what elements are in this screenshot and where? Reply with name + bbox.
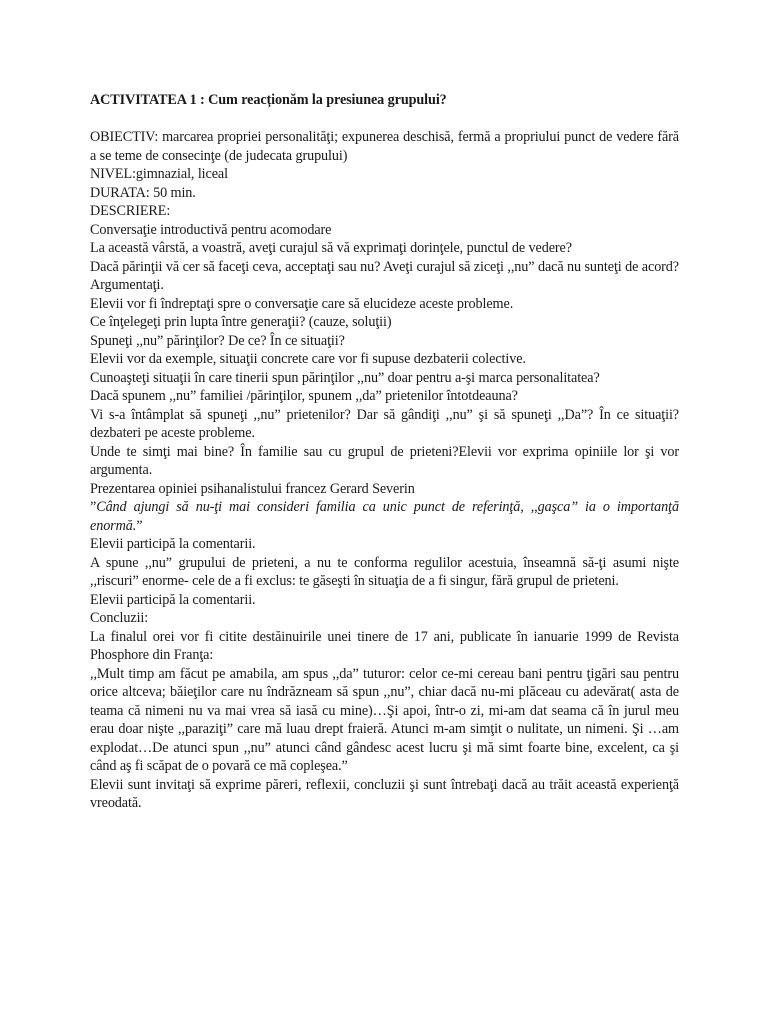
quote-open-mark: ” (90, 499, 97, 515)
quote-text: Când ajungi să nu-ţi mai consideri familia ca unic punct de referinţă, ,,gaşca” ia o importanţă enormă. (90, 499, 679, 534)
question-paragraph: La această vârstă, a voastră, aveţi curajul să vă exprimaţi dorinţele, punctul de vedere? (90, 240, 572, 256)
question-paragraph: Dacă părinţii vă cer să faceţi ceva, acceptaţi sau nu? Aveţi curajul să ziceţi ,,nu” dacă nu sunteţi de acord? Argumentaţi. (90, 258, 679, 293)
text-paragraph: Elevii participă la comentarii. (90, 591, 256, 608)
question-paragraph: Ce înţelegeţi prin lupta între generaţii? (cauze, soluţii) (90, 314, 392, 330)
description-heading: DESCRIERE: (90, 203, 171, 219)
duration-line: DURATA: 50 min. (90, 184, 196, 201)
text-paragraph: Elevii vor fi îndreptaţi spre o conversaţie care să elucideze aceste probleme. (90, 295, 514, 312)
conclusions-heading: Concluzii: (90, 610, 149, 626)
question-paragraph: Cunoaşteţi situaţii în care tinerii spun părinţilor ,,nu” doar pentru a-şi marca personalitatea? (90, 369, 600, 386)
testimony-paragraph: ,,Mult timp am făcut pe amabila, am spus ,,da” tuturor: celor ce-mi cereau bani pentru ţigări sau pentru orice altceva; băieţilor care nu îndrăzneam să spun ,,nu”, chiar dacă nu-mi plăceau cu adevărat( asta de teama că nimeni nu va mai vrea să iasă cu mine)…Şi apoi, într-o zi, mi-am dat seama că în jurul meu erau doar nişte ,,paraziţi” care mă luau drept fraieră. Atunci m-am simţit o nulitate, un nimeni. Şi …am explodat…De atunci spun ,,nu” atunci când gândesc acest lucru şi mă simt foarte bine, excelent, ca şi când aş fi scăpat de o povară ce mă copleşea.” (90, 665, 679, 774)
text-paragraph: Elevii sunt invitaţi să exprime păreri, reflexii, concluzii şi sunt întrebaţi dacă au trăit această experienţă vreodată. (90, 776, 679, 811)
question-paragraph: Dacă spunem ,,nu” familiei /părinţilor, spunem ,,da” prietenilor întotdeauna? (90, 388, 518, 404)
question-paragraph: Vi s-a întâmplat să spuneţi ,,nu” prietenilor? Dar să gândiţi ,,nu” şi să spuneţi ,,Da”? În ce situaţii? dezbateri pe aceste probleme. (90, 406, 679, 441)
text-paragraph: Prezentarea opiniei psihanalistului francez Gerard Severin (90, 480, 415, 497)
text-paragraph: La finalul orei vor fi citite destăinuirile unei tinere de 17 ani, publicate în ianuarie 1999 de Revista Phosphore din Franţa: (90, 628, 679, 663)
question-paragraph: Spuneţi ,,nu” părinţilor? De ce? În ce situaţii? (90, 332, 345, 349)
question-paragraph: Unde te simţi mai bine? În familie sau cu grupul de prieteni?Elevii vor exprima opiniile lor şi vor argumenta. (90, 443, 679, 478)
text-paragraph: Elevii vor da exemple, situaţii concrete care vor fi supuse dezbaterii colective. (90, 351, 526, 367)
document-page (90, 91, 679, 813)
text-paragraph: Elevii participă la comentarii. (90, 536, 256, 552)
text-paragraph: A spune ,,nu” grupului de prieteni, a nu te conforma regulilor acestuia, înseamnă să-ţi asumi nişte ,,riscuri” enorme- cele de a fi exclus: te găseşti în situaţia de a fi singur, fără grupul de prieteni. (90, 554, 679, 589)
intro-conversation-line: Conversaţie introductivă pentru acomodare (90, 221, 332, 238)
objective-paragraph: OBIECTIV: marcarea propriei personalităţi; expunerea deschisă, fermă a propriului punct de vedere fără a se teme de consecinţe (de judecata grupului) (90, 129, 679, 164)
quote-paragraph (90, 498, 679, 535)
quote-close-mark: ” (136, 517, 143, 534)
activity-title: ACTIVITATEA 1 : Cum reacționăm la presiunea grupului? (90, 92, 447, 108)
level-line: NIVEL:gimnazial, liceal (90, 166, 228, 182)
